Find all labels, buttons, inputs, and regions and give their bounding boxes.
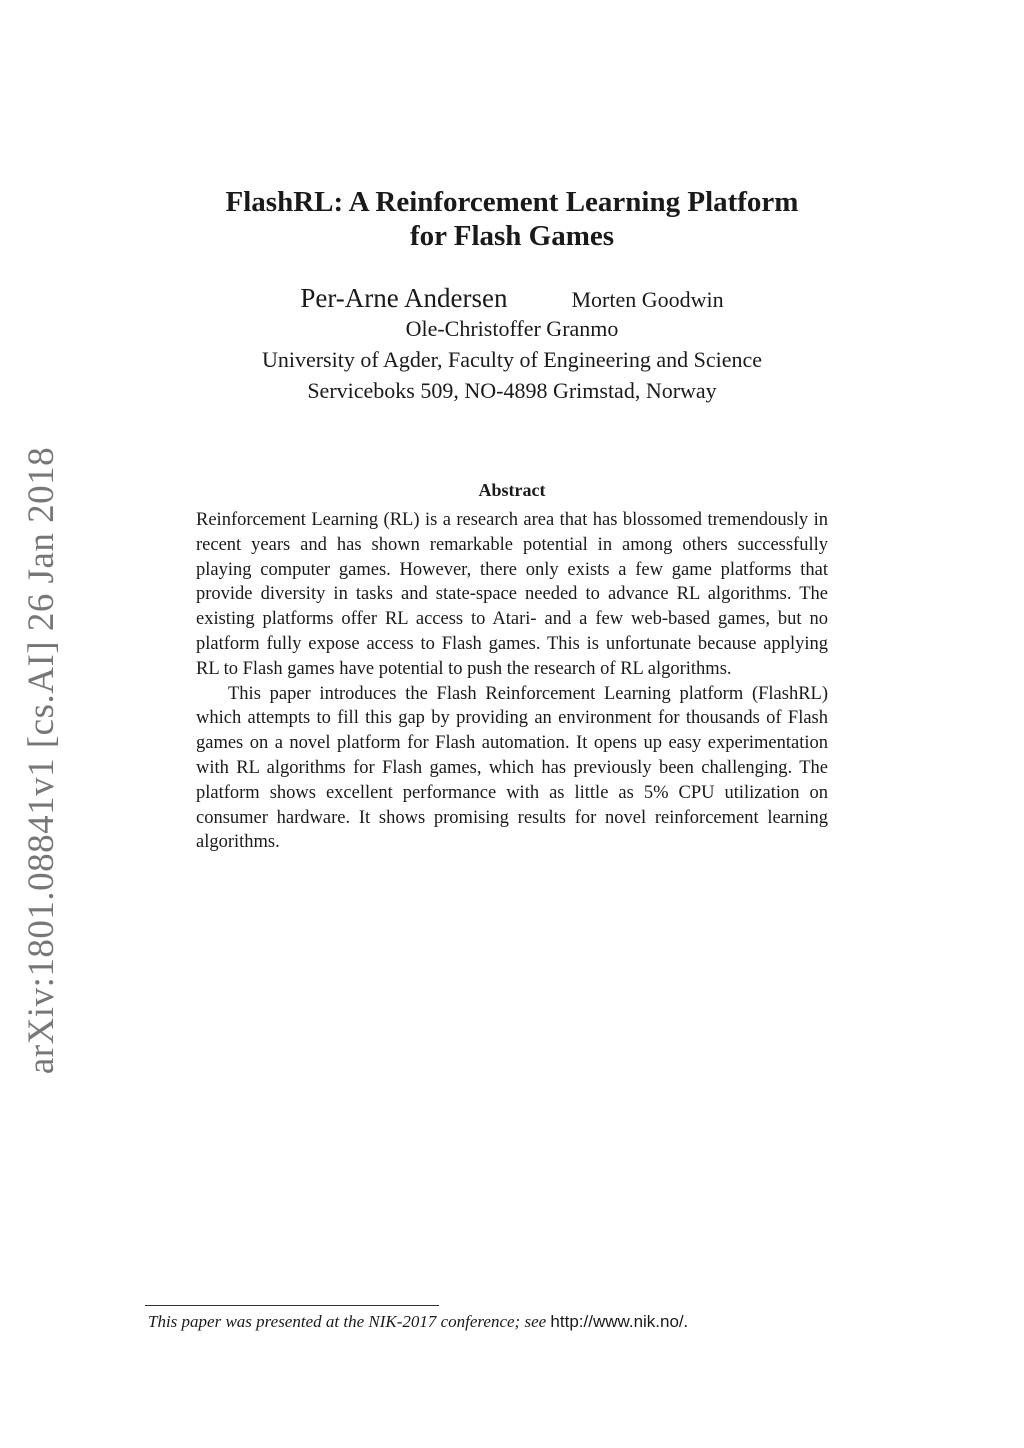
title-line-2: for Flash Games — [409, 220, 615, 252]
paper-title — [150, 185, 874, 253]
footnote-period: . — [683, 1312, 688, 1331]
authors-line — [150, 283, 874, 314]
footnote-link[interactable]: http://www.nik.no/ — [550, 1312, 684, 1331]
title-line-1: FlashRL: A Reinforcement Learning Platform — [225, 186, 799, 218]
abstract-paragraph-1: Reinforcement Learning (RL) is a research area that has blossomed tremendously in recent years and has shown remarkable potential in among others successfully playing computer games. However, there only exists a few game platforms that provide diversity in tasks and state-space needed to advance RL algorithms. The existing platforms offer RL access to Atari- and a few web-based games, but no platform fully expose access to Flash games. This is unfortunate because applying RL to Flash games have potential to push the research of RL algorithms. — [196, 510, 828, 679]
affiliation-line-2: Serviceboks 509, NO-4898 Grimstad, Norway — [307, 378, 717, 403]
footnote-divider — [145, 1305, 439, 1306]
arxiv-stamp — [12, 446, 72, 1074]
abstract-paragraph-2: This paper introduces the Flash Reinforcement Learning platform (FlashRL) which attempts to fill this gap by providing an environment for thousands of Flash games on a novel platform for Flash automation. It opens up easy experimentation with RL algorithms for Flash games, which has previously been challenging. The platform shows excellent performance with as little as 5% CPU utilization on consumer hardware. It shows promising results for novel reinforcement learning algorithms. — [196, 683, 828, 853]
author-granmo: Ole-Christoffer Granmo — [405, 316, 619, 341]
arxiv-stamp-text: arXiv:1801.08841v1 [cs.AI] 26 Jan 2018 — [21, 446, 63, 1074]
abstract-heading: Abstract — [478, 480, 546, 500]
footnote — [148, 1311, 868, 1333]
affiliation-line-1: University of Agder, Faculty of Engineering and Science — [261, 347, 763, 372]
author-andersen: Per-Arne Andersen — [300, 283, 508, 313]
author-goodwin: Morten Goodwin — [571, 287, 724, 312]
footnote-text: This paper was presented at the NIK-2017 conference; see — [148, 1312, 551, 1331]
abstract-body — [196, 508, 828, 855]
